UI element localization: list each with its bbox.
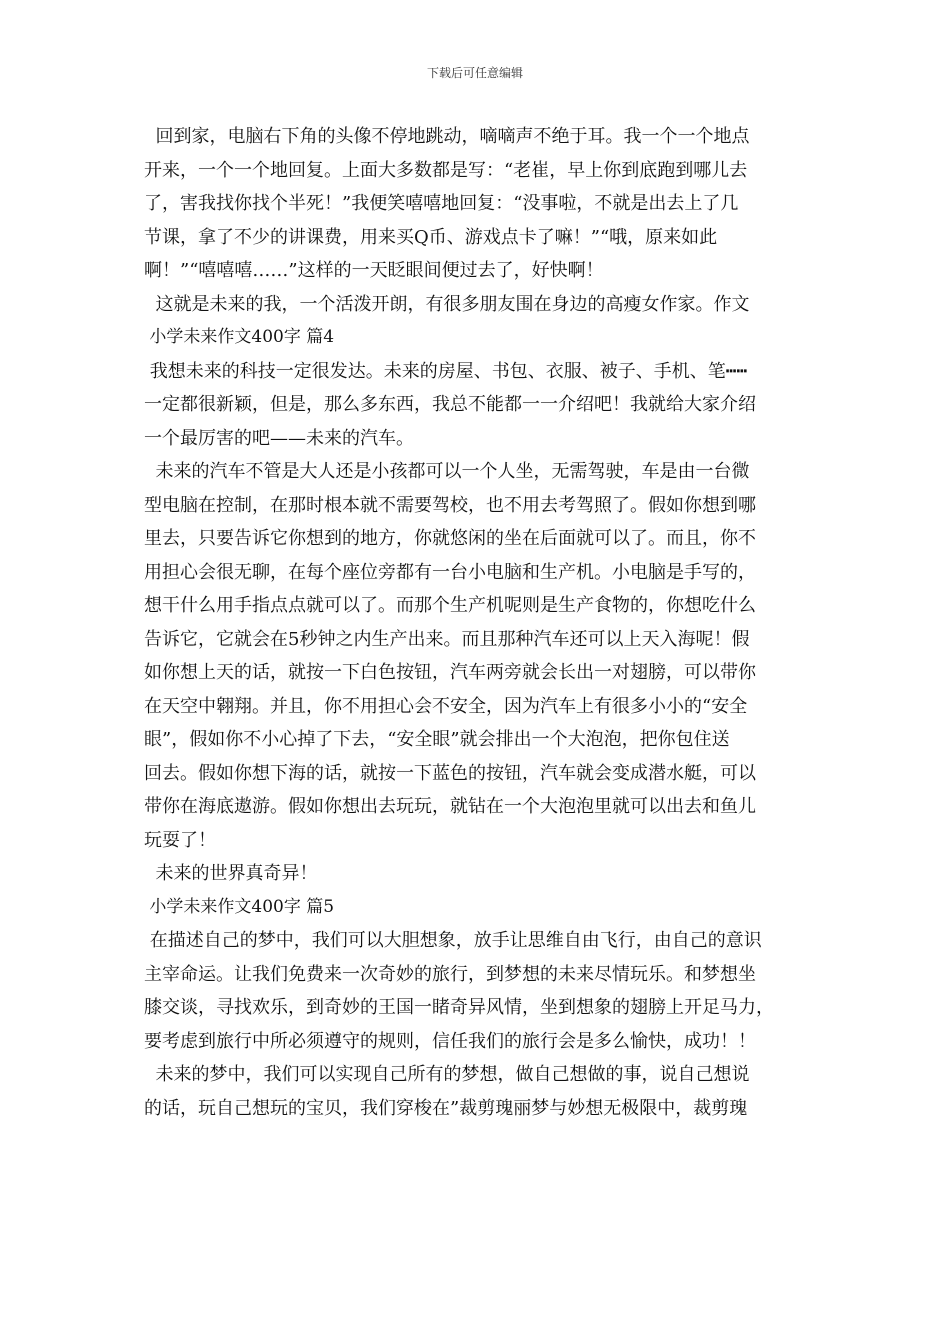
text-line: 想干什么用手指点点就可以了。而那个生产机呢则是生产食物的，你想吃什么 bbox=[144, 595, 756, 616]
text-line: 我想未来的科技一定很发达。未来的房屋、书包、衣服、被子、手机、笔┅┅ bbox=[144, 360, 748, 382]
paragraph bbox=[144, 924, 814, 1058]
text-line: 的话，玩自己想玩的宝贝，我们穿梭在”裁剪瑰丽梦与妙想无极限中，裁剪瑰 bbox=[144, 1097, 748, 1119]
document-body bbox=[144, 120, 814, 1125]
paragraph bbox=[144, 1058, 814, 1125]
text-line: 一定都很新颖，但是，那么多东西，我总不能都一一介绍吧！我就给大家介绍 bbox=[144, 394, 756, 415]
paragraph bbox=[144, 355, 814, 456]
text-line: 在描述自己的梦中，我们可以大胆想象，放手让思维自由飞行，由自己的意识 bbox=[144, 930, 762, 951]
text-line: 了，害我找你找个半死！”我便笑嘻嘻地回复：“没事啦，不就是出去上了几 bbox=[144, 193, 739, 214]
text-line: 啊！”“嘻嘻嘻……”这样的一天眨眼间便过去了，好快啊！ bbox=[144, 260, 604, 281]
paragraph bbox=[144, 455, 814, 857]
text-line: 节课，拿了不少的讲课费，用来买Q币、游戏点卡了嘛！”“哦，原来如此 bbox=[144, 226, 718, 248]
text-line: 这就是未来的我，一个活泼开朗，有很多朋友围在身边的高瘦女作家。作文 bbox=[144, 293, 750, 315]
paragraph bbox=[144, 288, 814, 322]
section-heading bbox=[144, 891, 814, 925]
text-line: 在天空中翱翔。并且，你不用担心会不安全，因为汽车上有很多小小的“安全 bbox=[144, 695, 748, 717]
text-line: 带你在海底遨游。假如你想出去玩玩，就钻在一个大泡泡里就可以出去和鱼儿 bbox=[144, 796, 756, 817]
text-line: 告诉它，它就会在5秒钟之内生产出来。而且那种汽车还可以上天入海呢！假 bbox=[144, 628, 750, 650]
text-line: 里去，只要告诉它你想到的地方，你就悠闲的坐在后面就可以了。而且，你不 bbox=[144, 528, 756, 549]
section-heading bbox=[144, 321, 814, 355]
text-line: 小学未来作文400字 篇4 bbox=[144, 327, 335, 347]
text-line: 玩耍了！ bbox=[144, 829, 216, 851]
paragraph bbox=[144, 120, 814, 288]
text-line: 型电脑在控制，在那时根本就不需要驾校，也不用去考驾照了。假如你想到哪 bbox=[144, 494, 756, 516]
text-line: 要考虑到旅行中所必须遵守的规则，信任我们的旅行会是多么愉快，成功！！ bbox=[144, 1030, 756, 1052]
text-line: 小学未来作文400字 篇5 bbox=[144, 896, 335, 917]
text-line: 一个最厉害的吧——未来的汽车。 bbox=[144, 427, 414, 449]
text-line: 用担心会很无聊，在每个座位旁都有一台小电脑和生产机。小电脑是手写的， bbox=[144, 561, 756, 583]
text-line: 如你想上天的话，就按一下白色按钮，汽车两旁就会长出一对翅膀，可以带你 bbox=[144, 662, 756, 683]
text-line: 未来的汽车不管是大人还是小孩都可以一个人坐，无需驾驶，车是由一台微 bbox=[144, 461, 750, 482]
text-line: 眼”，假如你不小心掉了下去，“安全眼”就会排出一个大泡泡，把你包住送 bbox=[144, 729, 730, 750]
text-line: 回到家，电脑右下角的头像不停地跳动，嘀嘀声不绝于耳。我一个一个地点 bbox=[144, 126, 750, 147]
text-line: 未来的世界真奇异！ bbox=[144, 863, 318, 884]
paragraph bbox=[144, 857, 814, 891]
text-line: 开来，一个一个地回复。上面大多数都是写：“老崔，早上你到底跑到哪儿去 bbox=[144, 159, 748, 181]
text-line: 主宰命运。让我们免费来一次奇妙的旅行，到梦想的未来尽情玩乐。和梦想坐 bbox=[144, 963, 756, 985]
text-line: 未来的梦中，我们可以实现自己所有的梦想，做自己想做的事，说自己想说 bbox=[144, 1064, 750, 1085]
text-line: 膝交谈，寻找欢乐，到奇妙的王国一睹奇异风情，坐到想象的翅膀上开足马力， bbox=[144, 997, 774, 1018]
text-line: 回去。假如你想下海的话，就按一下蓝色的按钮，汽车就会变成潜水艇，可以 bbox=[144, 762, 756, 784]
page-header: 下载后可任意编辑 bbox=[426, 66, 523, 80]
